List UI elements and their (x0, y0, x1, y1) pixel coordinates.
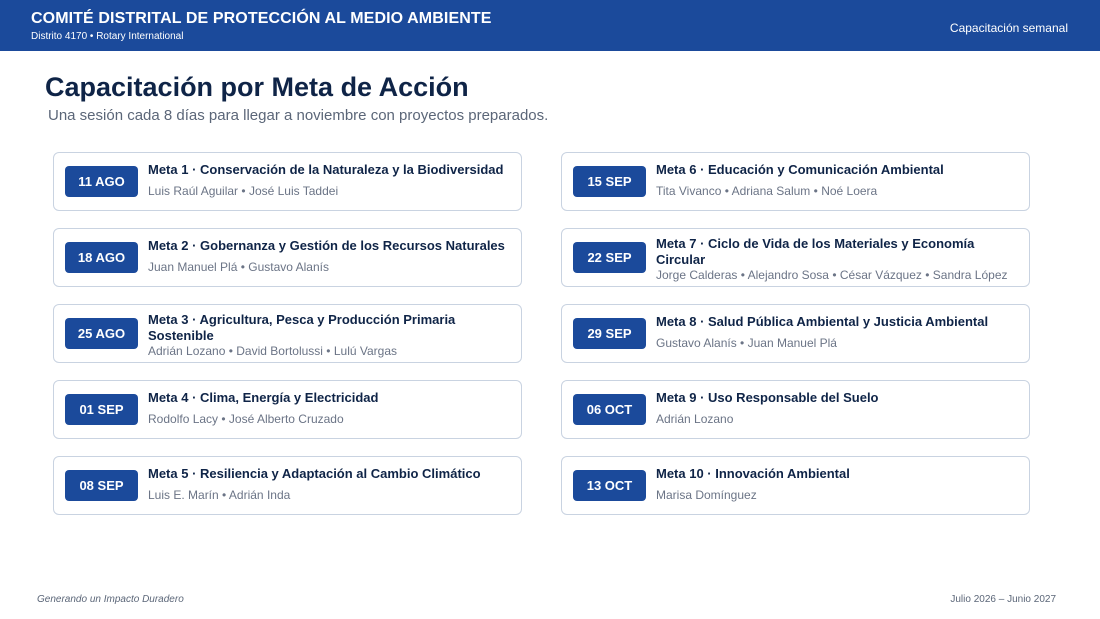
facilitator-name: Gustavo Alanís (248, 260, 329, 274)
session-facilitators (148, 488, 518, 502)
facilitator-name: Adrián Inda (228, 488, 291, 502)
bullet-separator: • (322, 344, 334, 358)
session-date-badge: 06 OCT (573, 394, 646, 425)
session-facilitators (656, 412, 1026, 426)
facilitator-name: Adrián Lozano (148, 344, 226, 358)
facilitator-name: José Alberto Cruzado (228, 412, 344, 426)
facilitator-name: Lulú Vargas (333, 344, 397, 358)
session-date-badge: 25 AGO (65, 318, 138, 349)
bullet-separator: • (238, 184, 249, 198)
session-date-badge: 18 AGO (65, 242, 138, 273)
session-facilitators (656, 184, 1026, 198)
facilitator-name: José Luis Taddei (248, 184, 339, 198)
session-goal-title: Meta 8 · Salud Pública Ambiental y Justicia Ambiental (656, 314, 989, 329)
session-facilitators (148, 412, 518, 426)
session-facilitators (656, 268, 1026, 282)
session-date-badge: 13 OCT (573, 470, 646, 501)
session-card (561, 228, 1030, 287)
organization-name: COMITÉ DISTRITAL DE PROTECCIÓN AL MEDIO AMBIENTE (31, 10, 492, 27)
facilitator-name: Jorge Calderas (656, 268, 738, 282)
page-subtitle: Una sesión cada 8 días para llegar a noviembre con proyectos preparados. (48, 107, 549, 124)
bullet-separator: • (218, 412, 229, 426)
facilitator-name: Luis Raúl Aguilar (148, 184, 239, 198)
facilitator-name: Rodolfo Lacy (148, 412, 219, 426)
facilitator-name: David Bortolussi (236, 344, 323, 358)
session-goal-title: Meta 9 · Uso Responsable del Suelo (656, 390, 879, 405)
facilitator-name: Adrián Lozano (656, 412, 734, 426)
session-date-badge: 15 SEP (573, 166, 646, 197)
facilitator-name: Juan Manuel Plá (747, 336, 837, 350)
session-card (53, 228, 522, 287)
facilitator-name: Gustavo Alanís (656, 336, 737, 350)
facilitator-name: Marisa Domínguez (656, 488, 757, 502)
session-goal-title: Meta 1 · Conservación de la Naturaleza y la Biodiversidad (148, 162, 504, 177)
facilitator-name: Alejandro Sosa (747, 268, 829, 282)
facilitator-name: Juan Manuel Plá (148, 260, 238, 274)
footer-slogan: Generando un Impacto Duradero (37, 594, 184, 605)
session-goal-title: Meta 4 · Clima, Energía y Electricidad (148, 390, 379, 405)
session-date-badge: 01 SEP (65, 394, 138, 425)
session-card (561, 304, 1030, 363)
session-goal-title: Meta 3 · Agricultura, Pesca y Producción Primaria Sostenible (148, 312, 456, 343)
header-bar (0, 0, 1100, 51)
session-date-badge: 11 AGO (65, 166, 138, 197)
bullet-separator: • (828, 268, 840, 282)
facilitator-name: Luis E. Marín (148, 488, 219, 502)
bullet-separator: • (218, 488, 229, 502)
bullet-separator: • (810, 184, 822, 198)
district-label: Distrito 4170 • Rotary International (31, 31, 184, 42)
bullet-separator: • (737, 268, 748, 282)
session-goal-title: Meta 7 · Ciclo de Vida de los Materiales y Economía Circular (656, 236, 975, 267)
session-goal-title: Meta 5 · Resiliencia y Adaptación al Cambio Climático (148, 466, 481, 481)
session-goal-title: Meta 10 · Innovación Ambiental (656, 466, 850, 481)
session-facilitators (148, 184, 518, 198)
session-facilitators (656, 336, 1026, 350)
bullet-separator: • (921, 268, 933, 282)
session-card (53, 152, 522, 211)
bullet-separator: • (225, 344, 237, 358)
session-facilitators (148, 344, 518, 358)
session-card (561, 456, 1030, 515)
session-goal-title: Meta 6 · Educación y Comunicación Ambiental (656, 162, 944, 177)
session-card (53, 304, 522, 363)
bullet-separator: • (721, 184, 732, 198)
session-date-badge: 22 SEP (573, 242, 646, 273)
page-title: Capacitación por Meta de Acción (45, 72, 469, 102)
session-card (561, 380, 1030, 439)
session-card (53, 456, 522, 515)
session-facilitators (656, 488, 1026, 502)
facilitator-name: Tita Vivanco (656, 184, 722, 198)
header-right-label: Capacitación semanal (949, 21, 1068, 35)
session-date-badge: 08 SEP (65, 470, 138, 501)
facilitator-name: Sandra López (932, 268, 1008, 282)
bullet-separator: • (237, 260, 249, 274)
session-card (561, 152, 1030, 211)
bullet-separator: • (736, 336, 748, 350)
footer-period: Julio 2026 – Junio 2027 (950, 594, 1056, 605)
session-goal-title: Meta 2 · Gobernanza y Gestión de los Recursos Naturales (148, 238, 505, 253)
session-facilitators (148, 260, 518, 274)
facilitator-name: Noé Loera (821, 184, 878, 198)
session-date-badge: 29 SEP (573, 318, 646, 349)
facilitator-name: César Vázquez (839, 268, 922, 282)
facilitator-name: Adriana Salum (731, 184, 811, 198)
session-card (53, 380, 522, 439)
